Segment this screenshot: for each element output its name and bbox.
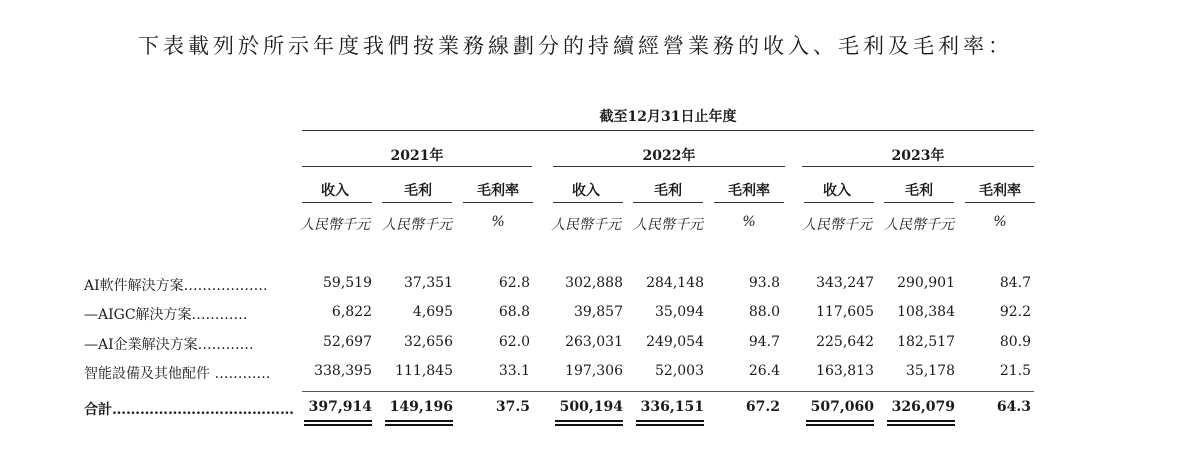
unit-margin-2023: % — [993, 214, 1007, 230]
total-cell: 326,079 — [891, 399, 955, 415]
col-revenue-2021: 收入 — [321, 183, 349, 199]
table-cell: 284,148 — [646, 275, 704, 291]
total-cell: 500,194 — [559, 399, 623, 415]
table-cell: 225,642 — [816, 334, 874, 350]
col-revenue-2023: 收入 — [823, 183, 851, 199]
unit-margin-2022: % — [742, 214, 756, 230]
total-cell: 149,196 — [389, 399, 453, 415]
table-cell: 302,888 — [565, 275, 623, 291]
table-cell: 68.8 — [498, 304, 530, 320]
table-cell: 343,247 — [816, 275, 874, 291]
table-cell: 52,697 — [323, 334, 372, 350]
table-cell: 92.2 — [999, 304, 1031, 320]
table-cell: 84.7 — [999, 275, 1031, 291]
row-label: —AIGC解決方案………… — [84, 307, 248, 323]
header-rule-6 — [714, 202, 784, 203]
table-cell: 62.0 — [498, 334, 530, 350]
double-underline — [806, 420, 874, 426]
table-cell: 197,306 — [565, 363, 623, 379]
header-rule-5 — [633, 202, 703, 203]
double-underline — [636, 420, 704, 426]
col-margin-2023: 毛利率 — [979, 183, 1021, 199]
total-cell: 397,914 — [308, 399, 372, 415]
row-label: AI軟件解決方案……………… — [84, 278, 268, 294]
table-cell: 290,901 — [897, 275, 955, 291]
table-cell: 37,351 — [404, 275, 453, 291]
header-rule-3 — [463, 202, 533, 203]
header-rule-4 — [553, 202, 623, 203]
year-rule-2021 — [302, 166, 532, 167]
total-cell: 507,060 — [810, 399, 874, 415]
subtotal-rule — [302, 391, 1034, 392]
double-underline — [304, 420, 372, 426]
header-rule-8 — [884, 202, 954, 203]
unit-revenue-2021: 人民幣千元 — [300, 217, 370, 233]
table-cell: 108,384 — [897, 304, 955, 320]
header-rule-1 — [302, 202, 372, 203]
intro-text: 下表載列於所示年度我們按業務線劃分的持續經營業務的收入、毛利及毛利率： — [138, 34, 1013, 58]
col-gross-profit-2023: 毛利 — [905, 183, 933, 199]
table-cell: 88.0 — [748, 304, 780, 320]
table-cell: 39,857 — [574, 304, 623, 320]
header-rule-7 — [804, 202, 874, 203]
period-header: 截至12月31日止年度 — [599, 109, 737, 125]
row-label: 智能設備及其他配件 ………… — [84, 366, 271, 382]
unit-gross-profit-2021: 人民幣千元 — [382, 217, 452, 233]
total-cell: 64.3 — [996, 399, 1031, 415]
table-cell: 21.5 — [999, 363, 1031, 379]
table-cell: 59,519 — [323, 275, 372, 291]
table-cell: 263,031 — [565, 334, 623, 350]
col-margin-2021: 毛利率 — [477, 183, 519, 199]
table-cell: 111,845 — [395, 363, 453, 379]
total-cell: 336,151 — [640, 399, 704, 415]
unit-revenue-2022: 人民幣千元 — [551, 217, 621, 233]
table-cell: 35,178 — [906, 363, 955, 379]
table-cell: 62.8 — [498, 275, 530, 291]
unit-gross-profit-2023: 人民幣千元 — [884, 217, 954, 233]
col-gross-profit-2022: 毛利 — [654, 183, 682, 199]
table-cell: 32,656 — [404, 334, 453, 350]
table-cell: 35,094 — [655, 304, 704, 320]
table-cell: 33.1 — [498, 363, 530, 379]
table-cell: 6,822 — [331, 304, 372, 320]
double-underline — [385, 420, 453, 426]
table-cell: 93.8 — [748, 275, 780, 291]
table-cell: 94.7 — [748, 334, 780, 350]
table-cell: 52,003 — [655, 363, 704, 379]
table-cell: 26.4 — [748, 363, 780, 379]
col-gross-profit-2021: 毛利 — [404, 183, 432, 199]
header-rule-2 — [382, 202, 452, 203]
unit-revenue-2023: 人民幣千元 — [802, 217, 872, 233]
year-2021: 2021年 — [390, 148, 444, 164]
table-cell: 249,054 — [646, 334, 704, 350]
table-cell: 163,813 — [816, 363, 874, 379]
year-2022: 2022年 — [642, 148, 696, 164]
unit-margin-2021: % — [491, 214, 505, 230]
double-underline — [887, 420, 955, 426]
table-cell: 80.9 — [999, 334, 1031, 350]
table-cell: 117,605 — [816, 304, 874, 320]
header-rule-9 — [965, 202, 1035, 203]
double-underline — [555, 420, 623, 426]
year-rule-2022 — [553, 166, 785, 167]
row-label: —AI企業解決方案………… — [84, 337, 254, 353]
table-cell: 338,395 — [314, 363, 372, 379]
table-cell: 182,517 — [897, 334, 955, 350]
total-cell: 67.2 — [745, 399, 780, 415]
col-margin-2022: 毛利率 — [728, 183, 770, 199]
period-rule — [302, 130, 1034, 131]
total-row-label: 合計………………………………… — [84, 402, 294, 418]
year-2023: 2023年 — [891, 148, 945, 164]
unit-gross-profit-2022: 人民幣千元 — [633, 217, 703, 233]
year-rule-2023 — [802, 166, 1034, 167]
total-cell: 37.5 — [495, 399, 530, 415]
table-cell: 4,695 — [412, 304, 453, 320]
col-revenue-2022: 收入 — [572, 183, 600, 199]
